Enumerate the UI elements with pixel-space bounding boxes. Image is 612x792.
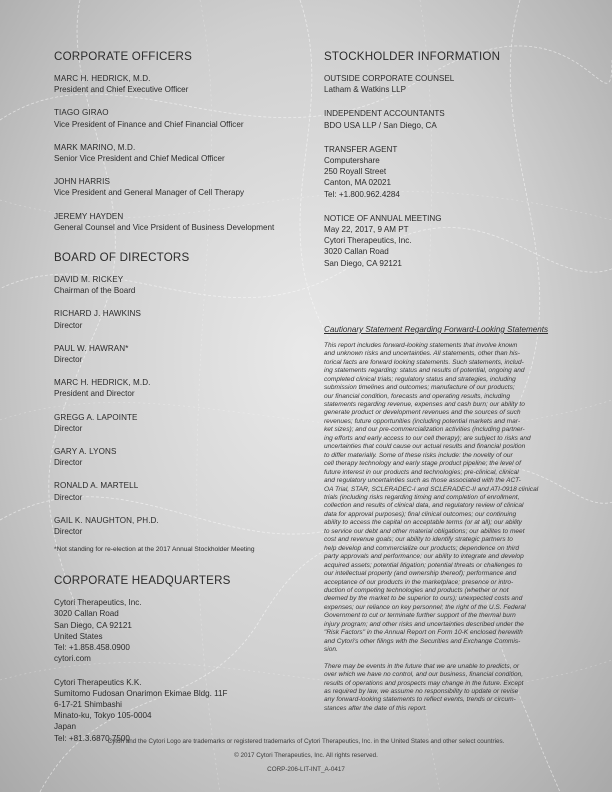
officer-entry [54, 142, 299, 164]
block-line: Computershare [324, 156, 380, 166]
annual-meeting-block [324, 213, 576, 269]
block-line: 250 Royall Street [324, 167, 387, 177]
paragraph-line: uncertainties that could cause our actual results and financial position [324, 443, 526, 451]
paragraph-line: OA Trial, STAR, SCLERADEC-I and SCLERADEC-II and ATI-0918 clinical [324, 485, 539, 493]
block-heading: INDEPENDENT ACCOUNTANTS [324, 109, 445, 119]
director-name: RICHARD J. HAWKINS [54, 309, 141, 319]
director-title: Director [54, 320, 83, 330]
paragraph-line: This report includes forward-looking statements that involve known [324, 341, 518, 349]
paragraph-line: party approvals and performance; our ability to integrate and develop [324, 553, 524, 561]
paragraph-line: cost and revenue goals; our ability to identify strategic partners to [324, 536, 513, 544]
outside-counsel-block [324, 73, 576, 95]
block-line: Cytori Therapeutics, Inc. [324, 236, 412, 246]
address-line: 6-17-21 Shimbashi [54, 699, 122, 709]
address-line: Japan [54, 722, 77, 732]
paragraph-line: our intellectual property (and ownership thereof); performance and [324, 570, 517, 578]
reelection-footnote: *Not standing for re-election at the 2017 Annual Stockholder Meeting [54, 546, 255, 554]
paragraph-line: completed clinical trials; regulatory status and strategies, including [324, 375, 516, 383]
directors-list [54, 274, 299, 537]
paragraph-line: acquired assets; potential litigation; potential threats or challenges to [324, 561, 523, 569]
copyright-notice: © 2017 Cytori Therapeutics, Inc. All rights reserved. [234, 752, 378, 759]
officer-name: JEREMY HAYDEN [54, 211, 124, 221]
director-title: Director [54, 423, 83, 433]
director-name: RONALD A. MARTELL [54, 481, 139, 491]
block-line: BDO USA LLP / San Diego, CA [324, 120, 437, 130]
paragraph-line: injury program; and other risks and uncertainties described under the [324, 620, 524, 628]
phone-line: Tel: +1.858.458.0900 [54, 643, 130, 653]
accountants-block [324, 108, 576, 130]
paragraph-line: revenues; future opportunities (including potential markets and mar- [324, 417, 521, 425]
director-name: DAVID M. RICKEY [54, 275, 124, 285]
left-column [54, 50, 299, 756]
director-title: Director [54, 355, 83, 365]
paragraph-line: expenses; our reliance on key personnel; the right of the U.S. Federal [324, 603, 526, 611]
paragraph-line: trials (including risks regarding timing and completion of enrollment, [324, 494, 520, 501]
paragraph-line: ability to access the capital on acceptable terms (or at all); our ability [324, 519, 522, 527]
stockholder-information-heading: STOCKHOLDER INFORMATION [324, 50, 501, 63]
officer-entry [54, 73, 299, 95]
block-line: Canton, MA 02021 [324, 178, 392, 188]
paragraph-line: any forward-looking statements to reflect events, trends or circum- [324, 696, 516, 704]
paragraph-line: generate product or development revenues and the sources of such [324, 409, 521, 417]
paragraph-line: There may be events in the future that we are unable to predicts, or [324, 662, 520, 670]
paragraph-line: collection and results of clinical data, and regulatory review of clinical [324, 502, 524, 510]
cautionary-paragraph-2 [324, 663, 576, 714]
address-line: Sumitomo Fudosan Onarimon Ekimae Bldg. 11F [54, 688, 228, 698]
block-line: Latham & Watkins LLP [324, 85, 407, 95]
officer-title: General Counsel and Vice Prsident of Business Development [54, 222, 275, 232]
phone-line: Tel: +81.3.6870.7500 [54, 733, 130, 743]
block-heading: OUTSIDE CORPORATE COUNSEL [324, 74, 455, 83]
director-name: GAIL K. NAUGHTON, PH.D. [54, 515, 159, 525]
paragraph-line: ing statements regarding: status and results of potential, ongoing and [324, 367, 525, 375]
director-name: MARC H. HEDRICK, M.D. [54, 378, 151, 388]
paragraph-line: cell therapy technology and early stage product pipeline; the level of [324, 460, 521, 468]
paragraph-line: statements regarding revenue, expenses and cash burn; our ability to [324, 401, 525, 409]
paragraph-line: deemed by the market to be superior to ours); unexpected costs and [324, 595, 523, 603]
paragraph-line: help develop and commercialize our products; dependence on third [324, 544, 520, 552]
officer-name: MARK MARINO, M.D. [54, 142, 136, 152]
officer-title: Vice President and General Manager of Cell Therapy [54, 188, 245, 198]
website-link[interactable]: cytori.com [54, 654, 91, 664]
address-line: Cytori Therapeutics K.K. [54, 677, 142, 687]
us-headquarters-address [54, 597, 299, 664]
address-line: 3020 Callan Road [54, 609, 119, 619]
transfer-agent-block [324, 144, 576, 200]
paragraph-line: our financial condition, forecasts and operating results, including [324, 392, 510, 400]
paragraph-line: "Risk Factors" in the Annual Report on Form 10-K enclosed herewith [324, 629, 523, 637]
block-line: San Diego, CA 92121 [324, 258, 402, 268]
cautionary-statement-heading: Cautionary Statement Regarding Forward-Looking Statements [324, 324, 549, 334]
officer-entry [54, 176, 299, 198]
director-name: PAUL W. HAWRAN* [54, 343, 129, 353]
director-entry [54, 515, 299, 537]
address-line: San Diego, CA 92121 [54, 620, 132, 630]
paragraph-line: as required by law, we assume no responsibility to update or revise [324, 687, 519, 695]
director-title: Director [54, 527, 83, 537]
trademark-notice: Cytori and the Cytori Logo are trademarks or registered trademarks of Cytori Therapeutics, Inc. in the United States and other select countries. [107, 738, 505, 745]
block-line: 3020 Callan Road [324, 247, 389, 257]
address-line: Minato-ku, Tokyo 105-0004 [54, 711, 152, 721]
officers-list [54, 73, 299, 233]
corporate-headquarters-heading: CORPORATE HEADQUARTERS [54, 574, 231, 588]
officer-title: Vice President of Finance and Chief Financial Officer [54, 119, 244, 129]
director-name: GREGG A. LAPOINTE [54, 412, 138, 422]
paragraph-line: Government to cut or terminate further support of the thermal burn [324, 612, 516, 620]
paragraph-line: ket sizes); and our pre-commercialization activities (including partner- [324, 426, 525, 434]
right-column [324, 50, 576, 721]
cautionary-paragraph-1 [324, 342, 576, 655]
paragraph-line: and unknown risks and uncertainties. All statements, other than his- [324, 350, 520, 358]
paragraph-line: and Cytori's other filings with the Securities and Exchange Commis- [324, 637, 521, 645]
officer-entry [54, 107, 299, 129]
director-entry [54, 412, 299, 434]
paragraph-line: to service our debt and other material obligations; our abilites to meet [324, 527, 525, 535]
officer-title: President and Chief Executive Officer [54, 85, 189, 95]
paragraph-line: torical facts are forward looking statements. Such statements, includ- [324, 358, 524, 366]
paragraph-line: to differ materially. Some of these risks include: the novelty of our [324, 451, 513, 459]
block-heading: NOTICE OF ANNUAL MEETING [324, 213, 442, 223]
paragraph-line: results of operations and prospects may change in the future. Except [324, 679, 524, 687]
officer-name: MARC H. HEDRICK, M.D. [54, 74, 151, 83]
director-name: GARY A. LYONS [54, 447, 117, 457]
block-heading: TRANSFER AGENT [324, 144, 398, 154]
director-title: Director [54, 492, 83, 502]
paragraph-line: acceptance of our products in the marketplace; presence or intro- [324, 578, 514, 586]
director-entry [54, 274, 299, 296]
paragraph-line: data for approval purposes); final clinical outcomes; our continuing [324, 510, 517, 518]
document-code: CORP-206-LIT-INT_A-0417 [267, 766, 345, 773]
director-entry [54, 480, 299, 502]
director-entry [54, 343, 299, 365]
block-line: May 22, 2017, 9 AM PT [324, 225, 409, 235]
board-of-directors-heading: BOARD OF DIRECTORS [54, 251, 190, 265]
officer-name: TIAGO GIRAO [54, 108, 109, 118]
address-line: United States [54, 631, 103, 641]
corporate-officers-heading: CORPORATE OFFICERS [54, 50, 193, 63]
paragraph-line: submission timelines and outcomes; manufacture of our products; [324, 384, 515, 392]
director-entry [54, 377, 299, 399]
director-entry [54, 446, 299, 468]
paragraph-line: and regulatory uncertainties such as those associated with the ACT- [324, 477, 521, 485]
officer-name: JOHN HARRIS [54, 177, 110, 187]
paragraph-line: over which we have no control, and our business, financial condition, [324, 671, 524, 679]
block-line: Tel: +1.800.962.4284 [324, 189, 400, 199]
paragraph-line: sion. [324, 646, 338, 654]
paragraph-line: ing efforts and early access to our cell therapy); are subject to risks and [324, 434, 531, 442]
paragraph-line: stances after the date of this report. [324, 704, 427, 712]
officer-title: Senior Vice President and Chief Medical Officer [54, 154, 225, 164]
director-title: Chairman of the Board [54, 286, 136, 296]
paragraph-line: future interest in our products and technologies; pre-clinical, clinical [324, 468, 519, 476]
director-title: President and Director [54, 389, 135, 399]
address-line: Cytori Therapeutics, Inc. [54, 598, 142, 608]
paragraph-line: duction of competing technologies and products (whether or not [324, 586, 509, 594]
japan-office-address [54, 677, 299, 744]
director-entry [54, 308, 299, 330]
director-title: Director [54, 458, 83, 468]
officer-entry [54, 211, 299, 233]
